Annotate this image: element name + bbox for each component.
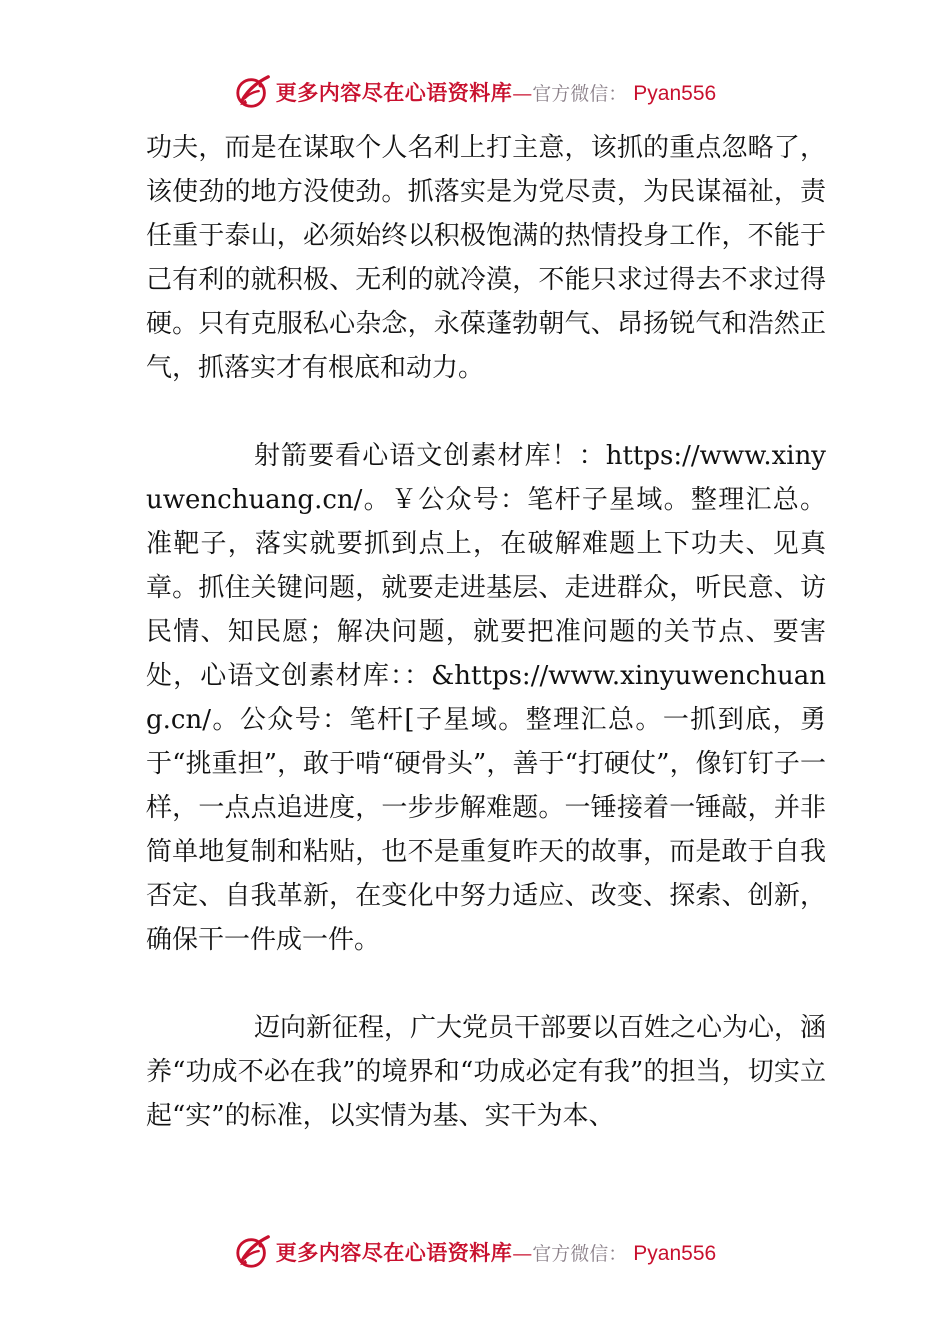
footer-banner — [0, 1232, 950, 1272]
header-text — [276, 77, 716, 107]
footer-title: 更多内容尽在心语资料库 — [275, 1240, 513, 1265]
paragraph-gap — [146, 962, 826, 1006]
footer-wechat-id: Pyan556 — [633, 1242, 717, 1265]
footer-wechat-label: 官方微信： — [532, 1243, 628, 1265]
footer-text — [276, 1237, 716, 1267]
header-wechat-id: Pyan556 — [633, 82, 717, 105]
header-title: 更多内容尽在心语资料库 — [275, 80, 513, 105]
xinyu-logo-icon — [234, 73, 272, 111]
footer-separator: — — [512, 1241, 533, 1265]
xinyu-logo-icon — [234, 1233, 272, 1271]
header-separator: — — [512, 81, 533, 105]
paragraph-2: 射箭要看心语文创素材库！：https://www.xinyuwenchuang.cn/。￥公众号：笔杆子星域。整理汇总。准靶子，落实就要抓到点上，在破解难题上下功夫、见真章。抓住关键问题，就要走进基层、走进群众，听民意、访民情、知民愿；解决问题，就要把准问题的关节点、要害处，心语文创素材库：：&https://www.xinyuwenchuang.cn/。公众号：笔杆[子星域。整理汇总。一抓到底，勇于“挑重担”，敢于啃“硬骨头”，善于“打硬仗”，像钉钉子一样，一点点追进度，一步步解难题。一锤接着一锤敲，并非简单地复制和粘贴，也不是重复昨天的故事，而是敢于自我否定、自我革新，在变化中努力适应、改变、探索、创新，确保干一件成一件。 — [146, 441, 826, 955]
header-wechat-label: 官方微信： — [532, 83, 628, 105]
header-banner — [0, 72, 950, 112]
paragraph-1: 功夫，而是在谋取个人名利上打主意，该抓的重点忽略了，该使劲的地方没使劲。抓落实是为党尽责，为民谋福祉，责任重于泰山，必须始终以积极饱满的热情投身工作，不能于己有利的就积极、无利的就冷漠，不能只求过得去不求过得硬。只有克服私心杂念，永葆蓬勃朝气、昂扬锐气和浩然正气，抓落实才有根底和动力。 — [146, 133, 826, 383]
paragraph-3: 迈向新征程，广大党员干部要以百姓之心为心，涵养“功成不必在我”的境界和“功成必定有我”的担当，切实立起“实”的标准，以实情为基、实干为本、 — [146, 1013, 827, 1131]
paragraph-gap — [146, 390, 826, 434]
document-body — [146, 126, 826, 1138]
